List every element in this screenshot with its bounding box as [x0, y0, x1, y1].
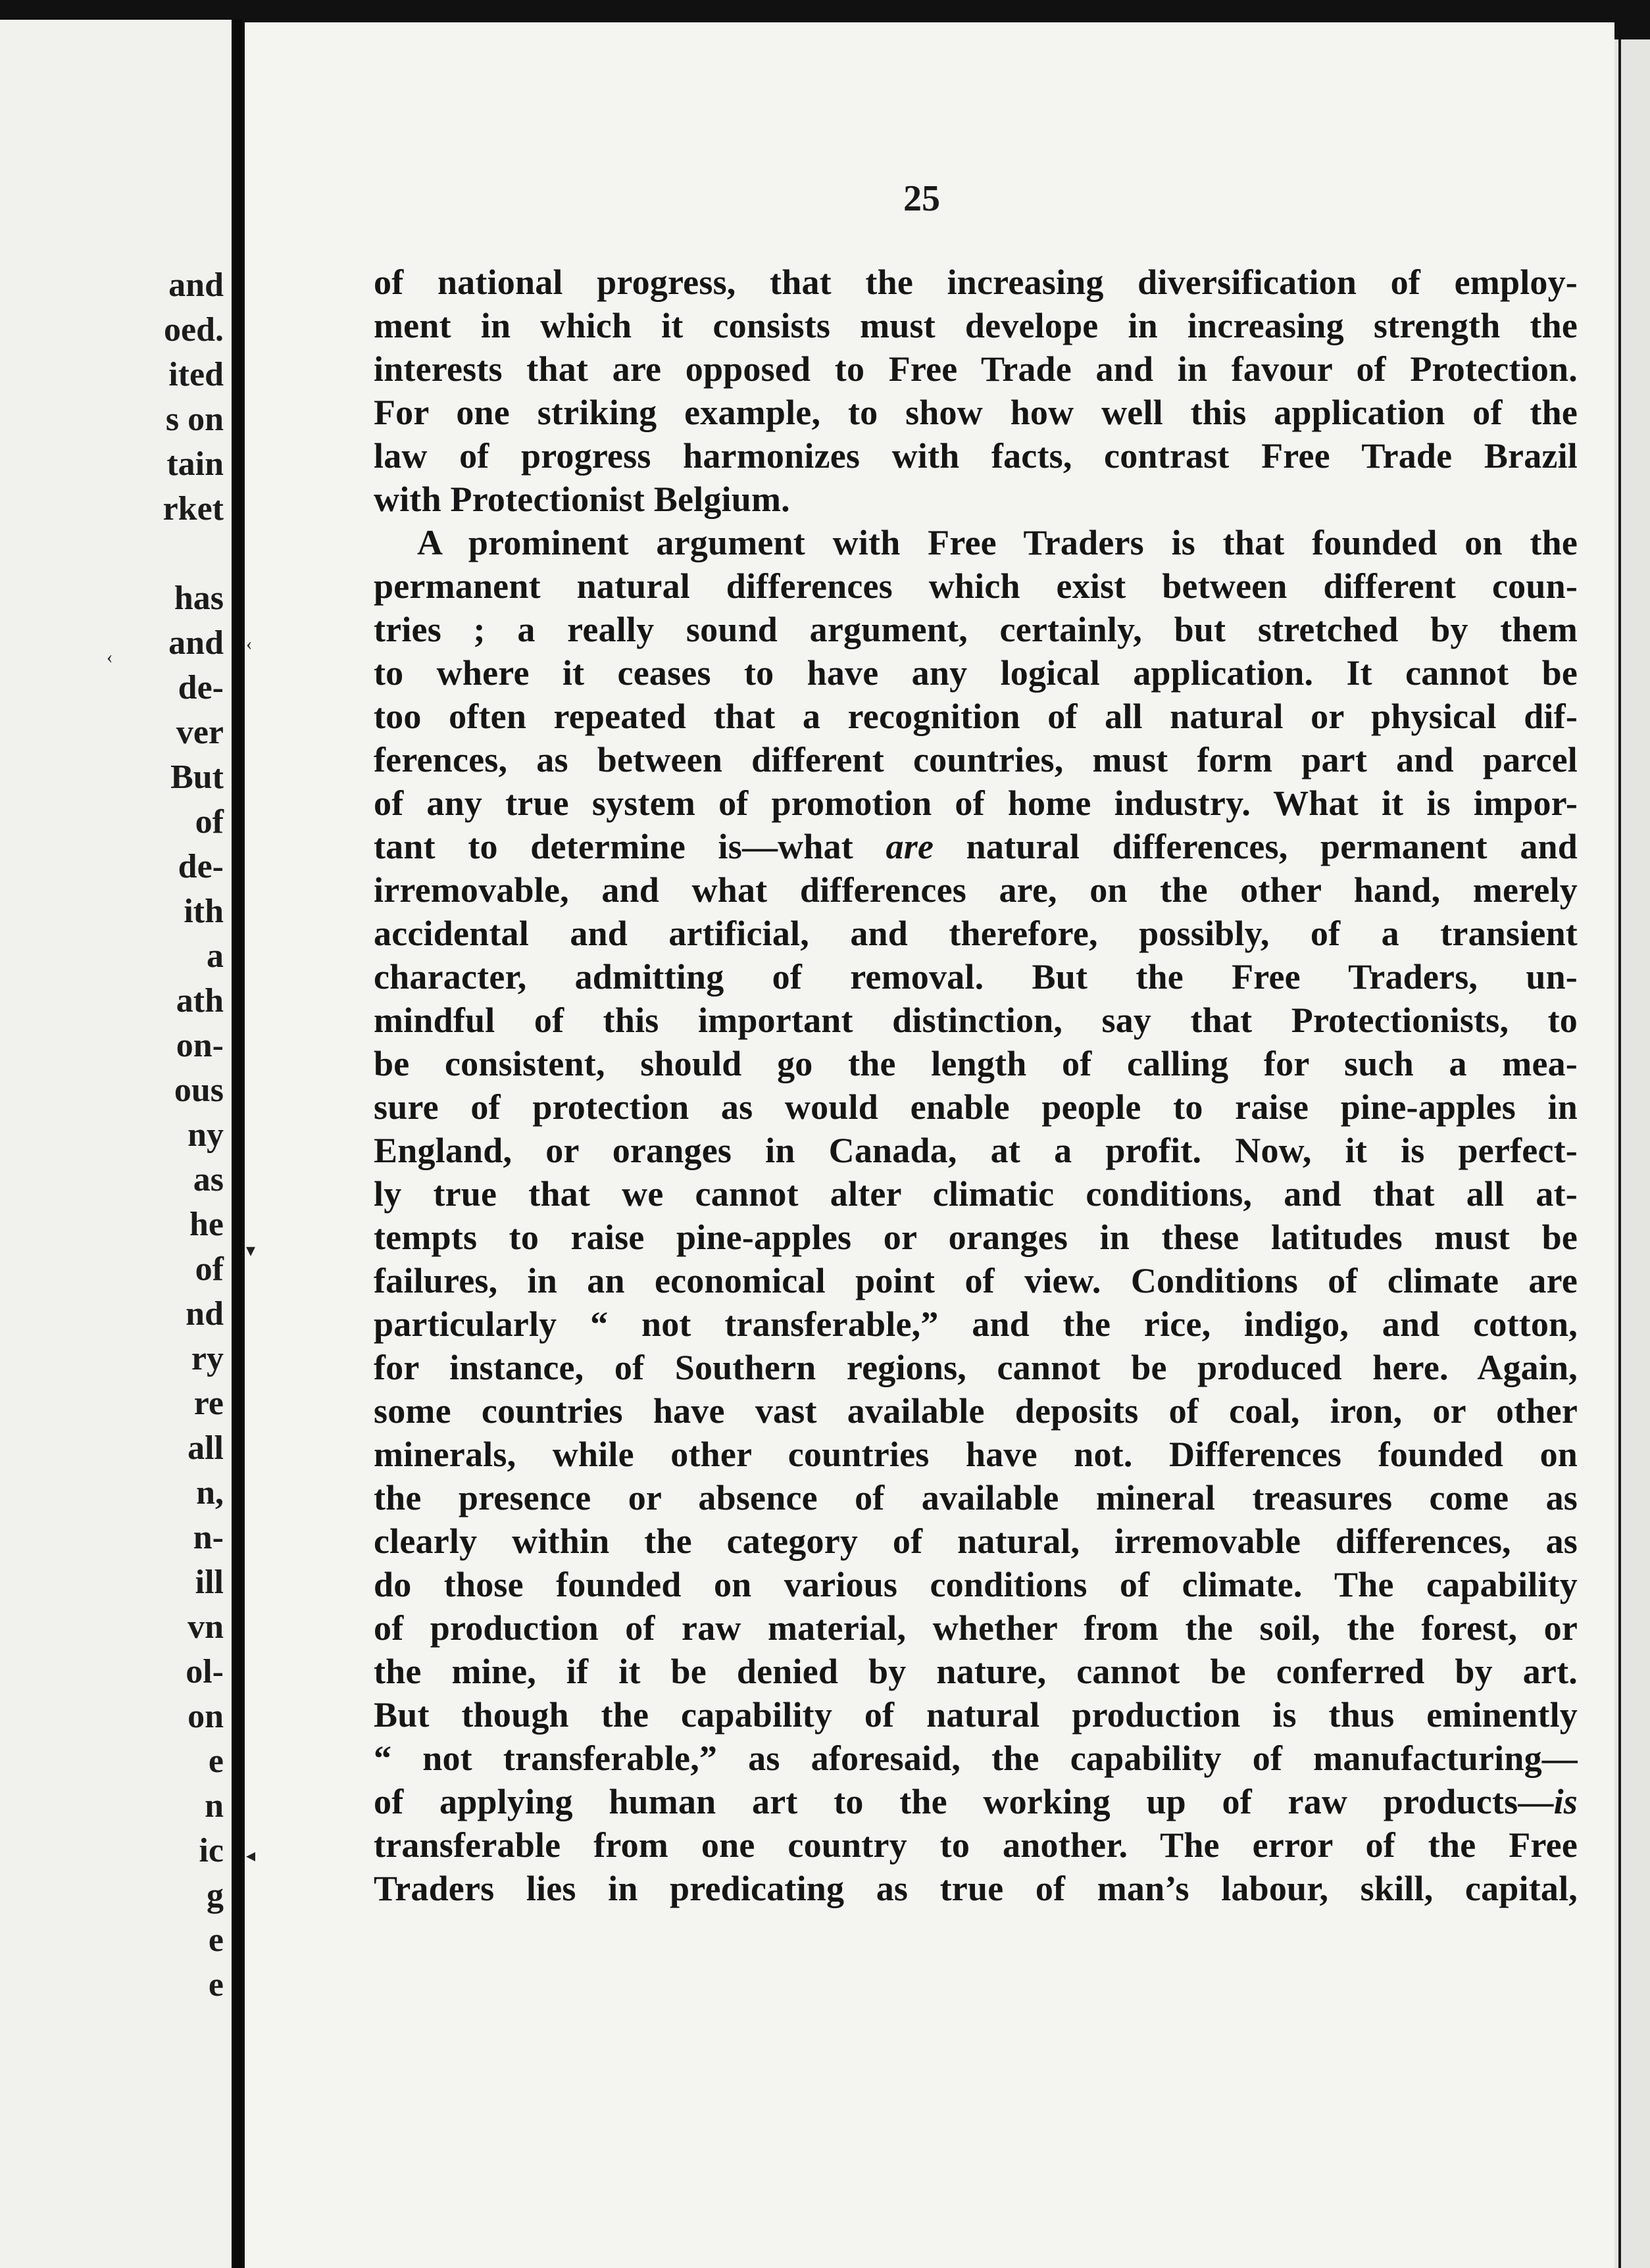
fragment: ath [176, 982, 224, 1020]
margin-mark: ‹ [246, 634, 253, 654]
text-line: England, or oranges in Canada, at a profit. Now, it is perfect- [374, 1131, 1578, 1170]
fragment: n, [196, 1474, 224, 1512]
text-line: with Protectionist Belgium. [374, 480, 790, 519]
text-line: ment in which it consists must develope in increasing strength the [374, 306, 1578, 345]
book-gutter [232, 20, 242, 2268]
fragment: s on [165, 401, 224, 438]
text-line: A prominent argument with Free Traders is that founded on the [417, 523, 1578, 562]
text-line: for instance, of Southern regions, cannot be produced here. Again, [374, 1348, 1578, 1387]
text-line: do those founded on various conditions of climate. The capability [374, 1565, 1578, 1604]
text-line: the presence or absence of available mineral treasures come as [374, 1478, 1578, 1517]
text-line: But though the capability of natural production is thus eminently [374, 1695, 1578, 1735]
text-line: clearly within the category of natural, irremovable differences, as [374, 1521, 1578, 1561]
fragment: ous [174, 1072, 224, 1109]
fragment: But [170, 758, 224, 796]
text-line: to where it ceases to have any logical application. It cannot be [374, 653, 1578, 693]
previous-page-edge [0, 20, 232, 2268]
fragment: re [193, 1385, 224, 1422]
fragment: g [207, 1877, 224, 1914]
text-line: For one striking example, to show how well this application of the [374, 393, 1578, 432]
text-line: ly true that we cannot alter climatic conditions, and that all at- [374, 1174, 1578, 1214]
fragment: and [168, 624, 224, 662]
fragment: de- [178, 669, 224, 706]
fragment: oed. [164, 311, 224, 349]
previous-page-text-fragments [26, 263, 224, 2008]
fragment: n [205, 1787, 224, 1825]
text-line: the mine, if it be denied by nature, cannot be conferred by art. [374, 1652, 1578, 1691]
text-line: irremovable, and what differences are, on the other hand, merely [374, 870, 1578, 910]
fragment: of [195, 803, 224, 841]
page-edge [1614, 39, 1650, 2268]
fragment: e [208, 1921, 224, 1959]
page-number: 25 [903, 178, 940, 219]
text-line: “ not transferable,” as aforesaid, the capability of manufacturing— [374, 1738, 1578, 1778]
fragment: of [195, 1250, 224, 1288]
fragment: as [193, 1161, 224, 1198]
fragment: all [188, 1429, 224, 1467]
text-line: particularly “ not transferable,” and the rice, indigo, and cotton, [374, 1304, 1578, 1344]
margin-mark: ‹ [107, 647, 113, 668]
text-line: interests that are opposed to Free Trade and in favour of Protection. [374, 349, 1578, 389]
text-line: law of progress harmonizes with facts, contrast Free Trade Brazil [374, 436, 1578, 476]
text-line: of any true system of promotion of home industry. What it is impor- [374, 783, 1578, 823]
text-line: mindful of this important distinction, say that Protectionists, to [374, 1000, 1578, 1040]
fragment: ited [168, 356, 224, 393]
fragment: ic [199, 1832, 224, 1869]
text-line: of national progress, that the increasing diversification of employ- [374, 262, 1578, 302]
text-line: tempts to raise pine-apples or oranges in these latitudes must be [374, 1218, 1578, 1257]
fragment: nd [186, 1295, 224, 1333]
emphasis: are [886, 827, 934, 866]
fragment: ill [195, 1564, 224, 1601]
fragment: tain [166, 445, 224, 483]
fragment: ol- [186, 1653, 224, 1690]
fragment: ny [188, 1116, 224, 1154]
fragment: he [189, 1206, 224, 1243]
text-line: minerals, while other countries have not. Differences founded on [374, 1435, 1578, 1474]
text-line: too often repeated that a recognition of all natural or physical dif- [374, 697, 1578, 736]
fragment: has [174, 579, 224, 617]
text-line: tries ; a really sound argument, certainly, but stretched by them [374, 610, 1578, 649]
fragment: e [208, 1742, 224, 1780]
margin-mark: ◂ [246, 1846, 256, 1866]
fragment: de- [178, 848, 224, 885]
text-line: ferences, as between different countries, must form part and parcel [374, 740, 1578, 779]
text-line: tant to determine is—what are natural differences, permanent and [374, 827, 1578, 866]
text-line: of applying human art to the working up of raw products—is [374, 1782, 1578, 1821]
fragment: ith [184, 893, 224, 930]
emphasis: is [1553, 1782, 1578, 1821]
text-line: transferable from one country to another. The error of the Free [374, 1825, 1578, 1865]
text-line: accidental and artificial, and therefore, possibly, of a transient [374, 914, 1578, 953]
text-line: character, admitting of removal. But the Free Traders, un- [374, 957, 1578, 997]
text-line: permanent natural differences which exist between different coun- [374, 566, 1578, 606]
text-line: sure of protection as would enable people to raise pine-apples in [374, 1087, 1578, 1127]
fragment: a [207, 937, 224, 975]
text-line: Traders lies in predicating as true of man’s labour, skill, capital, [374, 1869, 1578, 1908]
page-body-text [374, 260, 1578, 1910]
margin-mark: ▾ [246, 1241, 256, 1261]
fragment: ry [191, 1340, 224, 1377]
text-line: some countries have vast available deposits of coal, iron, or other [374, 1391, 1578, 1431]
fragment: ver [176, 714, 224, 751]
fragment: on- [176, 1027, 224, 1064]
fragment: rket [162, 490, 224, 528]
fragment: on [188, 1698, 224, 1735]
fragment: e [208, 1966, 224, 2004]
fragment: vn [188, 1608, 224, 1646]
fragment: and [168, 266, 224, 304]
text-line: failures, in an economical point of view. Conditions of climate are [374, 1261, 1578, 1300]
fragment: n- [193, 1519, 224, 1556]
page-edge-line [1618, 39, 1621, 2268]
text-line: of production of raw material, whether from the soil, the forest, or [374, 1608, 1578, 1648]
fragment [26, 531, 224, 576]
text-line: be consistent, should go the length of calling for such a mea- [374, 1044, 1578, 1083]
